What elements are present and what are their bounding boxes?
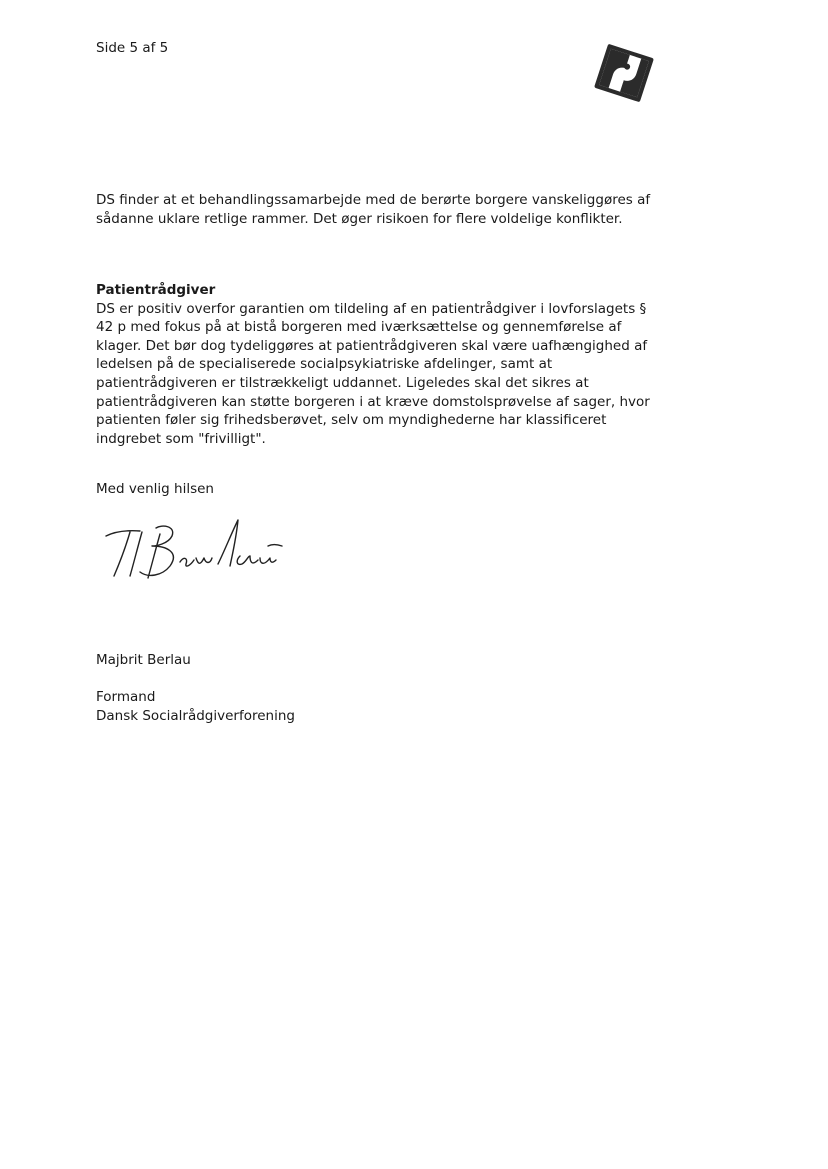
- signer-role: Formand: [96, 689, 156, 705]
- section-patientraadgiver: [96, 281, 656, 448]
- closing-greeting: Med venlig hilsen: [96, 481, 214, 497]
- paragraph-1: DS finder at et behandlingssamarbejde med de berørte borgere vanskeliggøres af sådanne uklare retlige rammer. Det øger risikoen for flere voldelige konflikter.: [96, 192, 651, 227]
- handwritten-signature: [100, 512, 300, 592]
- signer-name: Majbrit Berlau: [96, 652, 191, 668]
- section-heading: Patientrådgiver: [96, 282, 216, 298]
- section-body: DS er positiv overfor garantien om tildeling af en patientrådgiver i lovforslagets § 42 p med fokus på at bistå borgeren med iværksættelse og gennemførelse af klager. Det bør dog tydeliggøres at patientrådgiveren skal være uafhængighed af ledelsen på de specialiserede socialpsykiatriske afdelinger, samt at patientrådgiveren er tilstrækkeligt uddannet. Ligeledes skal det sikres at patientrådgiveren kan støtte borgeren i at kræve domstolsprøvelse af sager, hvor patienten føler sig frihedsberøvet, selv om myndighederne har klassificeret indgrebet som "frivilligt".: [96, 300, 650, 447]
- signer-title: [96, 688, 295, 725]
- ds-logo-icon: [590, 42, 658, 104]
- signer-organization: Dansk Socialrådgiverforening: [96, 707, 295, 724]
- page-number: Side 5 af 5: [96, 40, 169, 56]
